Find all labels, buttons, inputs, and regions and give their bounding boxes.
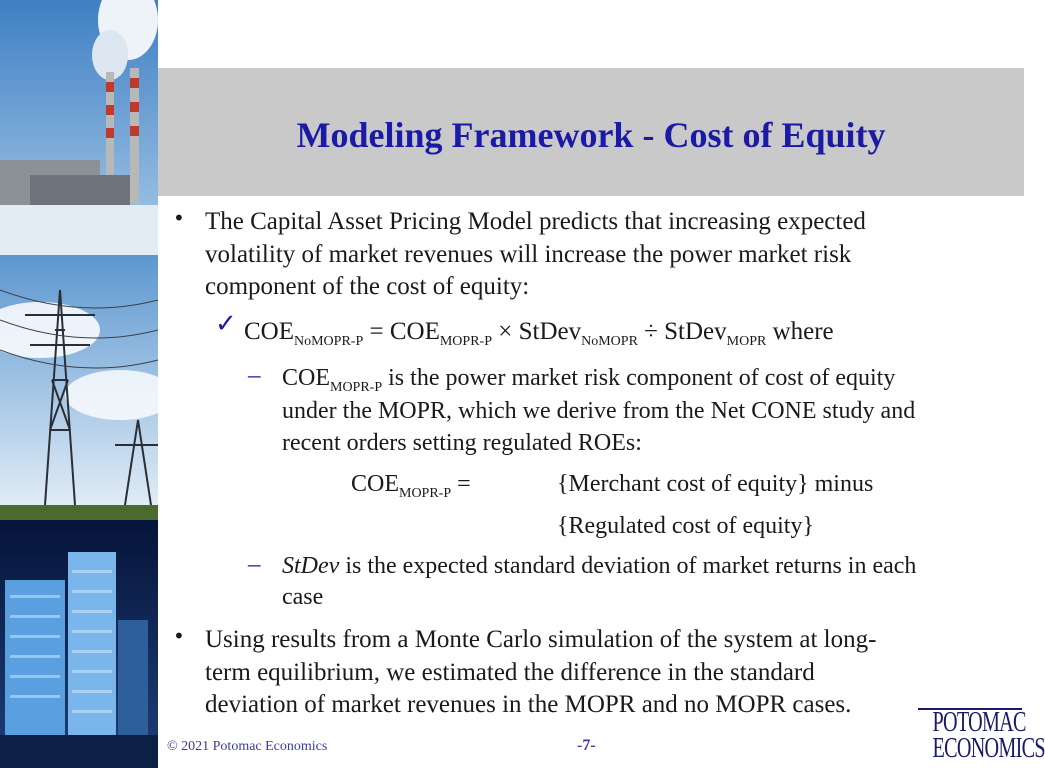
equation-lhs-coe: COE xyxy=(351,471,399,497)
dash-2-line-1 xyxy=(282,551,916,582)
formula-line xyxy=(244,316,834,348)
potomac-economics-logo xyxy=(918,707,1045,768)
bullet-1 xyxy=(205,206,866,304)
dash-2-term: StDev xyxy=(282,553,340,579)
equation-lhs xyxy=(351,468,471,500)
bullet-icon: • xyxy=(173,206,185,230)
dash-1-sub: MOPR-P xyxy=(330,380,383,395)
logo-line-1: POTOMAC xyxy=(932,707,1026,738)
dash-1-rest: is the power market risk component of cost of equity xyxy=(382,365,896,391)
equation-rhs-2: {Regulated cost of equity} xyxy=(557,513,814,539)
dash-1-line-2: under the MOPR, which we derive from the Net CONE study and xyxy=(282,397,916,424)
formula-eq: = COE xyxy=(363,318,440,345)
page-number: -7- xyxy=(577,737,596,754)
formula-sub-mopr: MOPR xyxy=(726,334,767,349)
formula-sub-nomopr-p: NoMOPR-P xyxy=(294,334,364,349)
dash-icon: – xyxy=(248,551,261,578)
formula-where: where xyxy=(766,318,834,345)
dash-2 xyxy=(282,551,916,613)
bullet-icon: • xyxy=(173,624,185,648)
dash-icon: – xyxy=(248,362,261,389)
equation-lhs-eq: = xyxy=(451,471,471,497)
bullet-1-line-2: volatility of market revenues will increase the power market risk xyxy=(205,240,852,268)
bullet-2-line-3: deviation of market revenues in the MOPR and no MOPR cases. xyxy=(205,691,852,718)
bullet-2-line-2: term equilibrium, we estimated the difference in the standard xyxy=(205,658,815,686)
formula-div: ÷ StDev xyxy=(637,318,727,345)
formula-coe: COE xyxy=(244,318,294,345)
dash-1-line-3: recent orders setting regulated ROEs: xyxy=(282,430,642,456)
equation-rhs-1: {Merchant cost of equity} minus xyxy=(557,471,874,497)
formula-times: × StDev xyxy=(492,318,582,345)
dash-2-line-2: case xyxy=(282,584,324,610)
bullet-1-line-1: The Capital Asset Pricing Model predicts that increasing expected xyxy=(205,208,866,235)
dash-1-coe: COE xyxy=(282,365,330,391)
checkmark-icon: ✓ xyxy=(215,309,237,339)
formula-sub-nomopr: NoMOPR xyxy=(581,334,638,349)
bullet-2-line-1: Using results from a Monte Carlo simulation of the system at long- xyxy=(205,626,877,653)
dash-1-line-1 xyxy=(282,362,915,395)
logo-line-2: ECONOMICS xyxy=(932,733,1045,764)
dash-1 xyxy=(282,362,915,460)
dash-2-rest: is the expected standard deviation of market returns in each xyxy=(339,553,917,579)
copyright: © 2021 Potomac Economics xyxy=(167,739,328,754)
bullet-1-line-3: component of the cost of equity: xyxy=(205,273,530,300)
slide-title: Modeling Framework - Cost of Equity xyxy=(296,115,886,155)
formula-sub-mopr-p: MOPR-P xyxy=(439,334,492,349)
equation-lhs-sub: MOPR-P xyxy=(399,486,452,501)
bullet-2 xyxy=(205,624,876,722)
